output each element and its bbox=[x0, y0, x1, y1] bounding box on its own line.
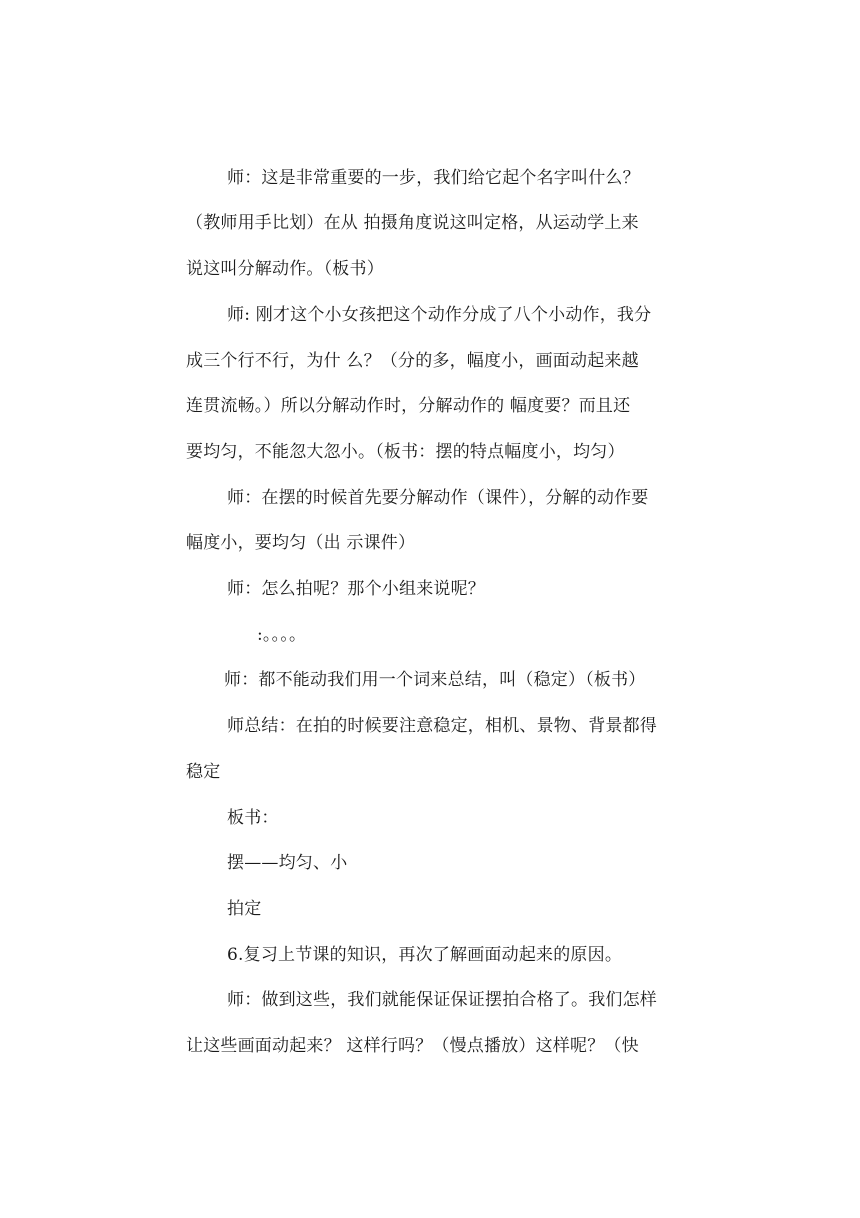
text-line-9: 幅度小，要均匀（出 示课件） bbox=[186, 533, 416, 553]
text-line-1: 师：这是非常重要的一步，我们给它起个名字叫什么？ bbox=[227, 168, 640, 188]
text-line-20: 让这些画面动起来？ 这样行吗？（慢点播放）这样呢？（快 bbox=[186, 1036, 639, 1056]
text-line-2: （教师用手比划）在从 拍摄角度说这叫定格，从运动学上来 bbox=[186, 213, 639, 233]
text-line-8: 师：在摆的时候首先要分解动作（课件），分解的动作要 bbox=[227, 488, 649, 508]
text-line-4: 师: 刚才这个小女孩把这个动作分成了八个小动作，我分 bbox=[227, 305, 652, 325]
text-line-10: 师：怎么拍呢？那个小组来说呢？ bbox=[227, 579, 485, 599]
text-line-6: 连贯流畅。）所以分解动作时，分解动作的 幅度要？而且还 bbox=[186, 396, 631, 416]
text-line-15: 板书： bbox=[227, 808, 279, 828]
text-line-7: 要均匀，不能忽大忽小。（板书：摆的特点幅度小，均匀） bbox=[186, 442, 625, 462]
text-line-14: 稳定 bbox=[186, 762, 221, 782]
text-line-17: 拍定 bbox=[227, 899, 262, 919]
text-line-5: 成三个行不行，为什 么？（分的多，幅度小，画面动起来越 bbox=[186, 351, 639, 371]
text-line-16: 摆——均匀、小 bbox=[227, 853, 348, 873]
text-line-19: 师：做到这些，我们就能保证保证摆拍合格了。我们怎样 bbox=[227, 990, 657, 1010]
text-line-3: 说这叫分解动作。（板书） bbox=[186, 259, 384, 279]
text-line-18: 6.复习上节课的知识，再次了解画面动起来的原因。 bbox=[227, 945, 623, 965]
text-line-12: 师：都不能动我们用一个词来总结，叫（稳定）（板书） bbox=[224, 670, 646, 690]
text-line-13: 师总结：在拍的时候要注意稳定，相机、景物、背景都得 bbox=[227, 716, 657, 736]
text-line-11: :。。。。 bbox=[257, 625, 307, 645]
